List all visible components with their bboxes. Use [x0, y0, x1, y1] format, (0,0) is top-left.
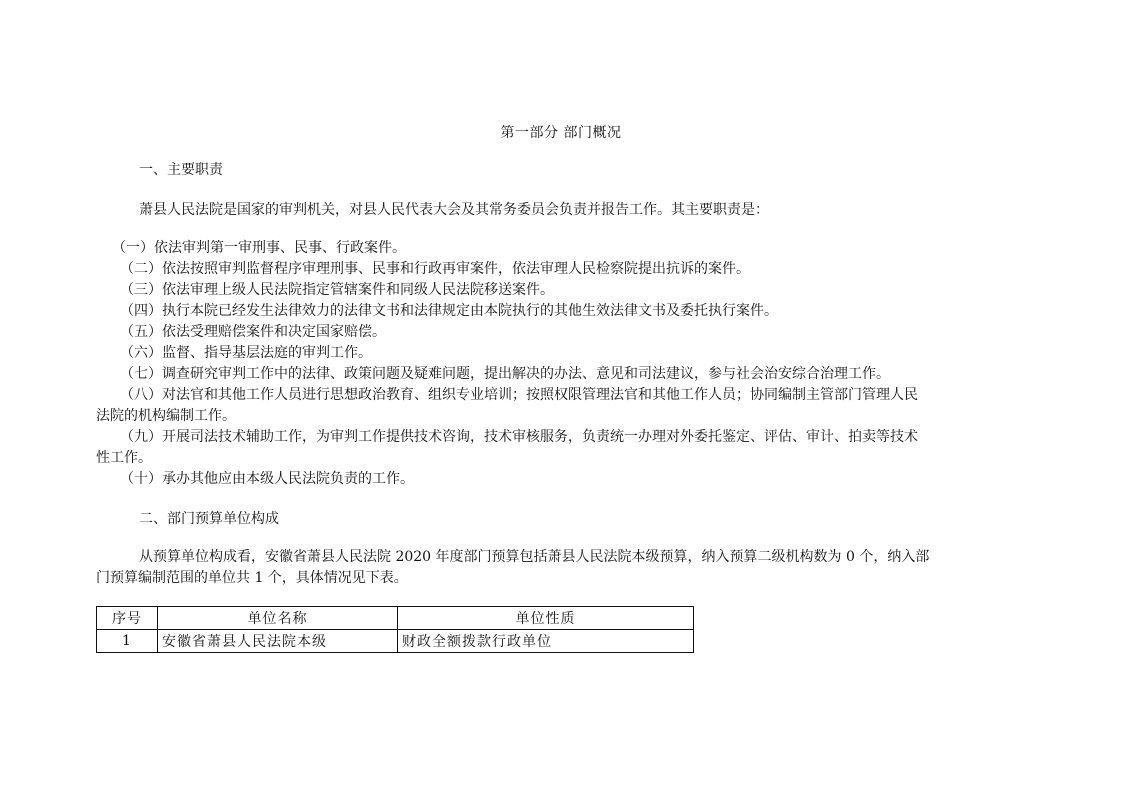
table-header-cell: 单位名称: [158, 607, 398, 630]
budget-units-para-line2: 门预算编制范围的单位共 1 个，具体情况见下表。: [96, 570, 408, 586]
duty-item-2: （二）依法按照审判监督程序审理刑事、民事和行政再审案件，依法审理人民检察院提出抗诉的案件。: [120, 261, 750, 277]
table-header-cell: 序号: [97, 607, 158, 630]
duty-item-8: （八）对法官和其他工作人员进行思想政治教育、组织专业培训；按照权限管理法官和其他工作人员；协同编制主管部门管理人民: [120, 387, 918, 403]
duty-item-5: （五）依法受理赔偿案件和决定国家赔偿。: [120, 324, 386, 340]
budget-units-para-line1: 从预算单位构成看，安徽省萧县人民法院 2020 年度部门预算包括萧县人民法院本级预算，纳入预算二级机构数为 0 个，纳入部: [139, 549, 930, 565]
section-heading-budget-units: 二、部门预算单位构成: [139, 511, 279, 527]
table-header-row: [97, 607, 694, 630]
duty-item-1: （一）依法审判第一审刑事、民事、行政案件。: [112, 240, 406, 256]
duty-item-7: （七）调查研究审判工作中的法律、政策问题及疑难问题，提出解决的办法、意见和司法建议，参与社会治安综合治理工作。: [120, 366, 890, 382]
table-cell: 1: [97, 630, 158, 653]
duty-item-4: （四）执行本院已经发生法律效力的法律文书和法律规定由本院执行的其他生效法律文书及委托执行案件。: [120, 303, 778, 319]
duty-item-6: （六）监督、指导基层法庭的审判工作。: [120, 345, 372, 361]
section-heading-duties: 一、主要职责: [139, 162, 223, 178]
table-header-cell: 单位性质: [398, 607, 694, 630]
duty-item-3: （三）依法审理上级人民法院指定管辖案件和同级人民法院移送案件。: [120, 282, 554, 298]
duty-item-10: （十）承办其他应由本级人民法院负责的工作。: [120, 471, 414, 487]
duties-intro: 萧县人民法院是国家的审判机关，对县人民代表大会及其常务委员会负责并报告工作。其主要职责是：: [139, 202, 769, 218]
table-cell: 安徽省萧县人民法院本级: [158, 630, 398, 653]
budget-units-table: [96, 606, 694, 653]
page-title: 第一部分 部门概况: [500, 125, 622, 141]
duty-item-8-cont: 法院的机构编制工作。: [96, 408, 236, 424]
table-row: [97, 630, 694, 653]
duty-item-9: （九）开展司法技术辅助工作，为审判工作提供技术咨询，技术审核服务，负责统一办理对外委托鉴定、评估、审计、拍卖等技术: [120, 429, 918, 445]
duty-item-9-cont: 性工作。: [96, 450, 152, 466]
table-cell: 财政全额拨款行政单位: [398, 630, 694, 653]
